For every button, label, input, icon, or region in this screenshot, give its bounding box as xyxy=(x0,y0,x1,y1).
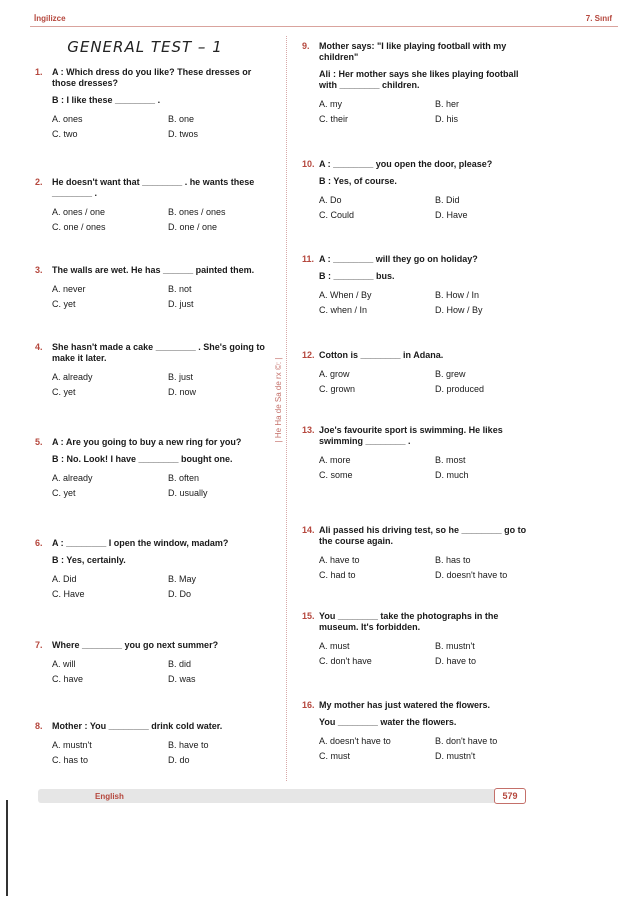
option-d[interactable]: D. twos xyxy=(168,129,199,139)
option-c[interactable]: C. yet xyxy=(52,488,76,498)
option-d[interactable]: D. doesn't have to xyxy=(435,570,508,580)
column-divider xyxy=(286,36,287,781)
option-c[interactable]: C. two xyxy=(52,129,78,139)
option-d[interactable]: D. his xyxy=(435,114,459,124)
option-a[interactable]: A. grow xyxy=(319,369,350,379)
option-c[interactable]: C. one / ones xyxy=(52,222,106,232)
question-number: 10. xyxy=(302,159,315,169)
question-stem: He doesn't want that ________ . he wants these ________ . xyxy=(52,177,255,198)
question-stem-2: B : Yes, certainly. xyxy=(52,555,126,565)
question-stem: Cotton is ________ in Adana. xyxy=(319,350,444,360)
question-number: 3. xyxy=(35,265,43,275)
option-a[interactable]: A. already xyxy=(52,372,93,382)
question-stem: Ali passed his driving test, so he ________ go to the course again. xyxy=(319,525,527,546)
question-7 xyxy=(35,640,270,685)
option-d[interactable]: D. usually xyxy=(168,488,208,498)
option-b[interactable]: B. her xyxy=(435,99,460,109)
question-stem: A : Are you going to buy a new ring for you? xyxy=(52,437,242,447)
option-b[interactable]: B. one xyxy=(168,114,195,124)
page-number: 579 xyxy=(494,788,526,804)
question-14 xyxy=(302,525,530,581)
question-stem-2: B : ________ bus. xyxy=(319,271,395,281)
option-c[interactable]: C. Could xyxy=(319,210,355,220)
option-a[interactable]: A. ones xyxy=(52,114,83,124)
question-stem-2: B : No. Look! I have ________ bought one. xyxy=(52,454,233,464)
scan-margin-line xyxy=(6,800,8,896)
option-b[interactable]: B. have to xyxy=(168,740,209,750)
option-b[interactable]: B. ones / ones xyxy=(168,207,226,217)
question-number: 2. xyxy=(35,177,43,187)
option-a[interactable]: A. When / By xyxy=(319,290,372,300)
question-stem: A : ________ I open the window, madam? xyxy=(52,538,229,548)
question-number: 15. xyxy=(302,611,315,621)
option-c[interactable]: C. grown xyxy=(319,384,356,394)
option-b[interactable]: B. has to xyxy=(435,555,471,565)
question-stem: Mother : You ________ drink cold water. xyxy=(52,721,223,731)
option-c[interactable]: C. must xyxy=(319,751,351,761)
question-5 xyxy=(35,437,270,499)
question-1 xyxy=(35,67,270,140)
question-number: 13. xyxy=(302,425,315,435)
option-d[interactable]: D. much xyxy=(435,470,469,480)
option-c[interactable]: C. when / In xyxy=(319,305,368,315)
option-c[interactable]: C. yet xyxy=(52,299,76,309)
option-c[interactable]: C. their xyxy=(319,114,349,124)
option-a[interactable]: A. already xyxy=(52,473,93,483)
question-stem: The walls are wet. He has ______ painted them. xyxy=(52,265,255,275)
option-a[interactable]: A. Did xyxy=(52,574,77,584)
option-a[interactable]: A. Do xyxy=(319,195,342,205)
option-c[interactable]: C. don't have xyxy=(319,656,372,666)
footer-subject-label: English xyxy=(95,792,124,801)
question-stem: A : ________ you open the door, please? xyxy=(319,159,493,169)
question-stem-2: Ali : Her mother says she likes playing football with ________ children. xyxy=(319,69,519,90)
vertical-publisher-text: | He Ha de Sa de rx ©: | xyxy=(274,357,283,443)
question-10 xyxy=(302,159,530,221)
question-stem-2: B : I like these ________ . xyxy=(52,95,161,105)
option-a[interactable]: A. will xyxy=(52,659,76,669)
question-stem: A : Which dress do you like? These dresses or those dresses? xyxy=(52,67,252,88)
option-a[interactable]: A. never xyxy=(52,284,86,294)
subject-header: İngilizce xyxy=(34,14,66,23)
option-b[interactable]: B. grew xyxy=(435,369,466,379)
option-c[interactable]: C. Have xyxy=(52,589,85,599)
option-a[interactable]: A. my xyxy=(319,99,343,109)
grade-header: 7. Sınıf xyxy=(585,14,612,23)
question-stem-2: You ________ water the flowers. xyxy=(319,717,457,727)
question-number: 12. xyxy=(302,350,315,360)
question-number: 14. xyxy=(302,525,315,535)
question-9 xyxy=(302,41,530,125)
question-number: 16. xyxy=(302,700,315,710)
question-number: 5. xyxy=(35,437,43,447)
option-d[interactable]: D. was xyxy=(168,674,196,684)
option-c[interactable]: C. some xyxy=(319,470,353,480)
question-stem-2: B : Yes, of course. xyxy=(319,176,397,186)
option-b[interactable]: B. May xyxy=(168,574,197,584)
test-title: GENERAL TEST – 1 xyxy=(67,38,223,56)
question-8 xyxy=(35,721,270,766)
question-stem: Mother says: "I like playing football with my children" xyxy=(319,41,507,62)
question-number: 11. xyxy=(302,254,315,264)
option-d[interactable]: D. now xyxy=(168,387,197,397)
question-stem: You ________ take the photographs in the museum. It's forbidden. xyxy=(319,611,499,632)
option-a[interactable]: A. ones / one xyxy=(52,207,106,217)
question-12 xyxy=(302,350,530,395)
question-2 xyxy=(35,177,270,233)
option-a[interactable]: A. doesn't have to xyxy=(319,736,391,746)
option-b[interactable]: B. How / In xyxy=(435,290,480,300)
option-d[interactable]: D. How / By xyxy=(435,305,483,315)
option-d[interactable]: D. do xyxy=(168,755,190,765)
question-stem: A : ________ will they go on holiday? xyxy=(319,254,478,264)
option-c[interactable]: C. had to xyxy=(319,570,356,580)
option-b[interactable]: B. mustn't xyxy=(435,641,475,651)
option-a[interactable]: A. have to xyxy=(319,555,360,565)
option-b[interactable]: B. don't have to xyxy=(435,736,498,746)
option-b[interactable]: B. Did xyxy=(435,195,460,205)
question-6 xyxy=(35,538,270,600)
option-d[interactable]: D. Do xyxy=(168,589,192,599)
option-d[interactable]: D. Have xyxy=(435,210,468,220)
question-number: 9. xyxy=(302,41,310,51)
question-number: 8. xyxy=(35,721,43,731)
option-b[interactable]: B. did xyxy=(168,659,192,669)
header-divider xyxy=(30,26,618,27)
question-3 xyxy=(35,265,270,310)
option-d[interactable]: D. mustn't xyxy=(435,751,476,761)
option-a[interactable]: A. mustn't xyxy=(52,740,92,750)
question-stem: Where ________ you go next summer? xyxy=(52,640,219,650)
option-a[interactable]: A. must xyxy=(319,641,350,651)
question-number: 6. xyxy=(35,538,43,548)
option-b[interactable]: B. often xyxy=(168,473,200,483)
question-15 xyxy=(302,611,530,667)
option-b[interactable]: B. not xyxy=(168,284,192,294)
option-d[interactable]: D. have to xyxy=(435,656,477,666)
option-c[interactable]: C. yet xyxy=(52,387,76,397)
option-c[interactable]: C. has to xyxy=(52,755,89,765)
option-d[interactable]: D. one / one xyxy=(168,222,218,232)
question-stem: She hasn't made a cake ________ . She's going to make it later. xyxy=(52,342,265,363)
question-number: 7. xyxy=(35,640,43,650)
option-b[interactable]: B. just xyxy=(168,372,194,382)
question-11 xyxy=(302,254,530,316)
question-4 xyxy=(35,342,270,398)
option-b[interactable]: B. most xyxy=(435,455,466,465)
question-16 xyxy=(302,700,530,762)
question-13 xyxy=(302,425,530,481)
option-a[interactable]: A. more xyxy=(319,455,351,465)
question-stem: My mother has just watered the flowers. xyxy=(319,700,491,710)
option-c[interactable]: C. have xyxy=(52,674,84,684)
option-d[interactable]: D. produced xyxy=(435,384,485,394)
option-d[interactable]: D. just xyxy=(168,299,194,309)
question-stem: Joe's favourite sport is swimming. He likes swimming ________ . xyxy=(319,425,503,446)
question-number: 4. xyxy=(35,342,43,352)
question-number: 1. xyxy=(35,67,43,77)
